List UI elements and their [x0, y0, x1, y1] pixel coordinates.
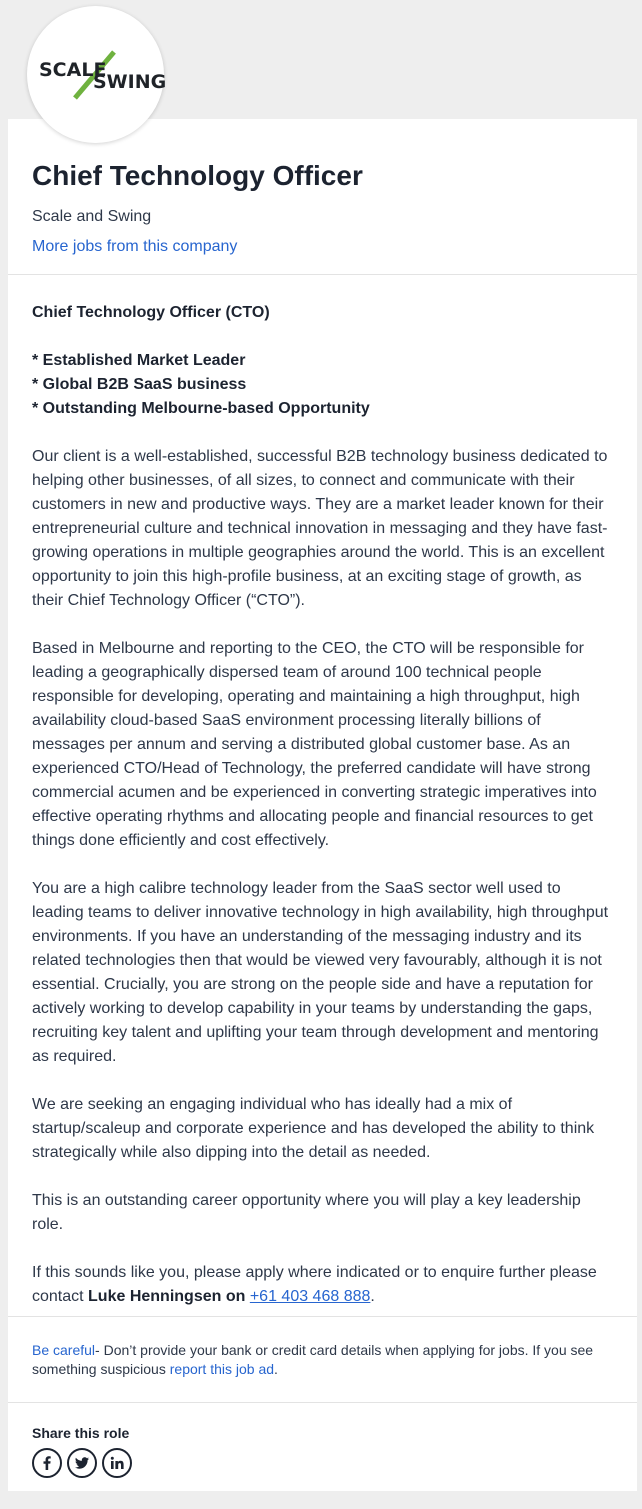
description-paragraph: Our client is a well-established, successful B2B technology business dedicated to helping other businesses, of all sizes, to connect and communicate with their customers in new and productive ways. They are a market leader known for their entrepreneurial culture and technical innovation in messaging and they have fast-growing operations in multiple geographies around the world. This is an excellent opportunity to join this high-profile business, at an exciting stage of growth, as their Chief Technology Officer (“CTO”). — [32, 448, 608, 609]
job-card — [8, 119, 637, 1491]
header-divider — [8, 274, 637, 275]
contact-name: Luke Henningsen on — [88, 1288, 246, 1305]
report-job-link[interactable]: report this job ad — [169, 1361, 275, 1377]
share-icons — [32, 1448, 332, 1478]
highlights-list — [32, 349, 616, 421]
be-careful-link[interactable]: Be careful — [32, 1342, 96, 1358]
logo-text-scale: SCALE — [39, 59, 107, 81]
warning-suffix: . — [274, 1361, 278, 1377]
job-title: Chief Technology Officer — [32, 160, 363, 191]
contact-paragraph — [32, 1261, 616, 1309]
company-logo[interactable] — [27, 6, 167, 143]
warning-divider — [8, 1402, 637, 1403]
highlight-item: * Established Market Leader — [32, 352, 246, 369]
share-title: Share this role — [32, 1425, 130, 1441]
more-jobs-link[interactable]: More jobs from this company — [32, 238, 238, 255]
contact-suffix: . — [370, 1288, 375, 1305]
job-description — [32, 301, 616, 1333]
warning-text: - Don’t provide your bank or credit card details when applying for jobs. If you see something suspicious — [32, 1342, 594, 1377]
highlight-item: * Outstanding Melbourne-based Opportunity — [32, 400, 370, 417]
linkedin-icon[interactable] — [102, 1448, 132, 1478]
twitter-icon[interactable] — [67, 1448, 97, 1478]
contact-phone-link[interactable]: +61 403 468 888 — [249, 1288, 371, 1305]
safety-warning — [32, 1341, 622, 1379]
description-paragraph: This is an outstanding career opportunity where you will play a key leadership role. — [32, 1192, 581, 1233]
description-paragraph: You are a high calibre technology leader from the SaaS sector well used to leading teams to deliver innovative technology in high availability, high throughput environments. If you have an understanding of the messaging industry and its related technologies then that would be viewed very favourably, although it is not essential. Crucially, you are strong on the people side and have a reputation for actively working to develop capability in your teams by understanding the gaps, recruiting key talent and uplifting your team through development and mentoring as required. — [32, 880, 609, 1065]
highlight-item: * Global B2B SaaS business — [32, 376, 247, 393]
logo-text-swing: SWING — [93, 71, 167, 93]
contact-prefix: If this sounds like you, please apply where indicated or to enquire further please contact — [32, 1264, 597, 1305]
share-section — [32, 1424, 332, 1478]
description-heading: Chief Technology Officer (CTO) — [32, 304, 270, 321]
description-paragraph: Based in Melbourne and reporting to the CEO, the CTO will be responsible for leading a geographically dispersed team of around 100 technical people responsible for developing, operating and maintaining a high throughput, high availability cloud-based SaaS environment processing literally billions of messages per annum and serving a distributed global customer base. As an experienced CTO/Head of Technology, the preferred candidate will have strong commercial acumen and be experienced in converting strategic imperatives into effective operating rhythms and allocating people and financial resources to get things done efficiently and cost effectively. — [32, 640, 597, 849]
company-name: Scale and Swing — [32, 208, 152, 225]
description-paragraph: We are seeking an engaging individual who has ideally had a mix of startup/scaleup and corporate experience and has developed the ability to think strategically while also dipping into the detail as needed. — [32, 1096, 595, 1161]
facebook-icon[interactable] — [32, 1448, 62, 1478]
content-divider — [8, 1316, 637, 1317]
